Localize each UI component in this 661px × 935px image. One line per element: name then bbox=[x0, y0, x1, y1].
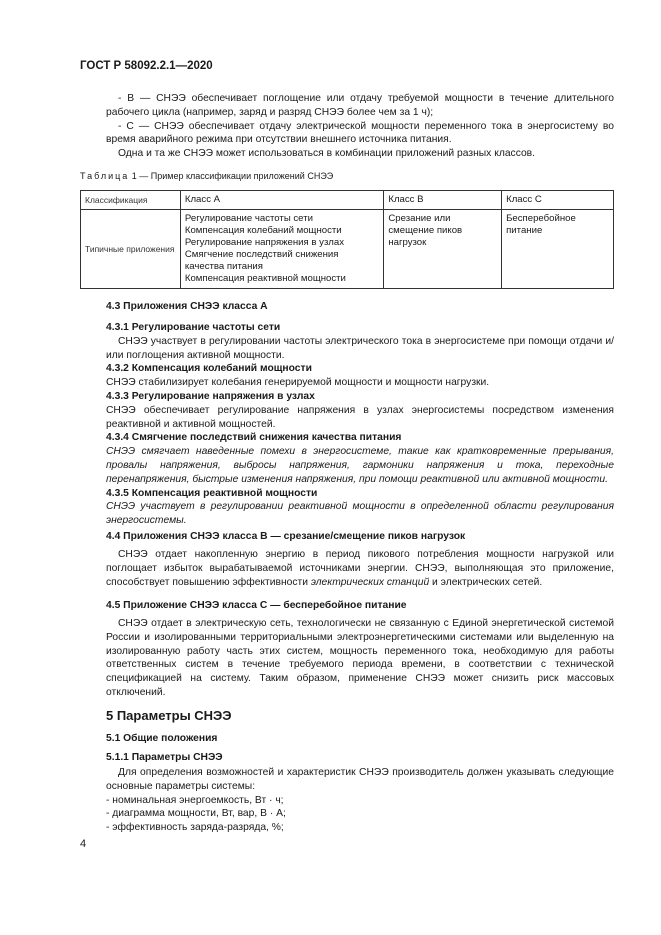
list-item: - диаграмма мощности, Вт, вар, В · А; bbox=[106, 808, 286, 820]
page-number: 4 bbox=[80, 838, 87, 850]
section-4-3-5-title: 4.3.5 Компенсация реактивной мощности bbox=[106, 487, 318, 499]
section-5-1-1-title: 5.1.1 Параметры СНЭЭ bbox=[106, 752, 223, 763]
section-4-4-text-italic: электрических станций bbox=[310, 576, 430, 588]
section-4-4-text bbox=[106, 548, 614, 589]
cell-class-c: Бесперебойное питание bbox=[502, 210, 614, 289]
cell-class-a bbox=[180, 210, 383, 289]
list-item: - номинальная энергоемкость, Вт · ч; bbox=[106, 794, 284, 806]
header-class-c: Класс С bbox=[502, 191, 614, 210]
section-4-3-3-title: 4.3.3 Регулирование напряжения в узлах bbox=[106, 390, 315, 402]
section-4-4-title: 4.4 Приложения СНЭЭ класса В — срезание/смещение пиков нагрузок bbox=[106, 531, 466, 542]
section-4-3-body bbox=[106, 321, 614, 528]
intro-combination: Одна и та же СНЭЭ может использоваться в комбинации приложений разных классов. bbox=[118, 148, 536, 160]
table-caption-text: 1 — Пример классификации приложений СНЭЭ bbox=[129, 171, 334, 181]
row-typical-applications: Типичные приложения bbox=[81, 210, 181, 289]
table-caption bbox=[80, 171, 333, 181]
section-4-5-body bbox=[106, 617, 614, 700]
table-header-row bbox=[81, 191, 614, 210]
table-row bbox=[81, 210, 614, 289]
classification-table bbox=[80, 190, 614, 289]
intro-class-b: - В — СНЭЭ обеспечивает поглощение или отдачу требуемой мощности в течение длительного рабочего цикла (например, заряд и разряд СНЭЭ более чем за 1 ч); bbox=[106, 93, 614, 118]
section-4-3-4-text: СНЭЭ смягчает наведенные помехи в энергосистеме, такие как кратковременные прерывания, провалы напряжения, выбросы напряжения, гармоники напряжения и тока, переходные перенапряжения, быстрые изменения напряжения, при помощи реактивной или активной мощности. bbox=[106, 446, 614, 485]
intro-class-c: - С — СНЭЭ обеспечивает отдачу электрической мощности переменного тока в энергосистему во время аварийного режима при отсутствии внешнего источника питания. bbox=[106, 120, 614, 146]
section-4-3-1-text: СНЭЭ участвует в регулировании частоты электрического тока в энергосистеме при помощи отдачи и/или поглощения активной мощности. bbox=[106, 335, 614, 361]
section-4-3-5-text: СНЭЭ участвует в регулировании реактивной мощности в определенной области регулирования энергосистемы. bbox=[106, 501, 614, 527]
class-a-item: Компенсация реактивной мощности bbox=[184, 273, 346, 284]
header-class-a: Класс А bbox=[180, 191, 383, 210]
section-5-1-title: 5.1 Общие положения bbox=[106, 733, 218, 744]
section-4-4-body bbox=[106, 548, 614, 589]
section-4-4-text-b: и электрических сетей. bbox=[429, 576, 543, 588]
section-4-3-2-title: 4.3.2 Компенсация колебаний мощности bbox=[106, 363, 312, 375]
intro-block bbox=[106, 92, 614, 161]
section-5-1-1-text: Для определения возможностей и характеристик СНЭЭ производитель должен указывать следующие основные параметры системы: bbox=[106, 767, 614, 792]
standard-header: ГОСТ Р 58092.2.1—2020 bbox=[80, 60, 213, 72]
class-a-item: Регулирование частоты сети bbox=[184, 213, 313, 224]
section-4-3-2-text: СНЭЭ стабилизирует колебания генерируемой мощности и мощности нагрузки. bbox=[106, 377, 490, 389]
section-4-3-title: 4.3 Приложения СНЭЭ класса А bbox=[106, 301, 268, 312]
section-5-title: 5 Параметры СНЭЭ bbox=[106, 708, 232, 723]
header-class-b: Класс В bbox=[384, 191, 502, 210]
section-4-3-4-title: 4.3.4 Смягчение последствий снижения качества питания bbox=[106, 432, 402, 444]
cell-class-b: Срезание или смещение пиков нагрузок bbox=[384, 210, 502, 289]
table-caption-label: Таблица bbox=[80, 171, 130, 181]
class-a-item: Регулирование напряжения в узлах bbox=[184, 237, 344, 248]
header-classification: Классификация bbox=[81, 191, 181, 210]
class-a-item: Смягчение последствий снижения качества питания bbox=[184, 249, 339, 272]
section-4-5-text: СНЭЭ отдает в электрическую сеть, технологически не связанную с Единой энергетической системой России и изолированными территориальными электроэнергетическими системами или выделенную на изолированную работу часть этих систем, мощность переменного тока, необходимую для работы ответственных систем в течение требуемого периода времени, в соответствии с технической спецификацией на систему. Таким образом, применение СНЭЭ может снизить риск массовых отключений. bbox=[106, 618, 614, 698]
class-a-item: Компенсация колебаний мощности bbox=[184, 225, 342, 236]
section-4-5-title: 4.5 Приложение СНЭЭ класса С — бесперебойное питание bbox=[106, 600, 407, 611]
section-5-1-1-body bbox=[106, 766, 614, 835]
section-4-3-3-text: СНЭЭ обеспечивает регулирование напряжения в узлах энергосистемы посредством изменения реактивной и активной мощностей. bbox=[106, 404, 614, 430]
section-4-4-text-a: СНЭЭ отдает накопленную энергию в период пикового потребления мощности нагрузкой или поглощает избыток вырабатываемой источниками энергии. СНЭЭ, выполняющая это приложение, способствует повышению эффективности bbox=[106, 549, 614, 588]
section-4-3-1-title: 4.3.1 Регулирование частоты сети bbox=[106, 322, 281, 333]
list-item: - эффективность заряда-разряда, %; bbox=[106, 822, 284, 834]
